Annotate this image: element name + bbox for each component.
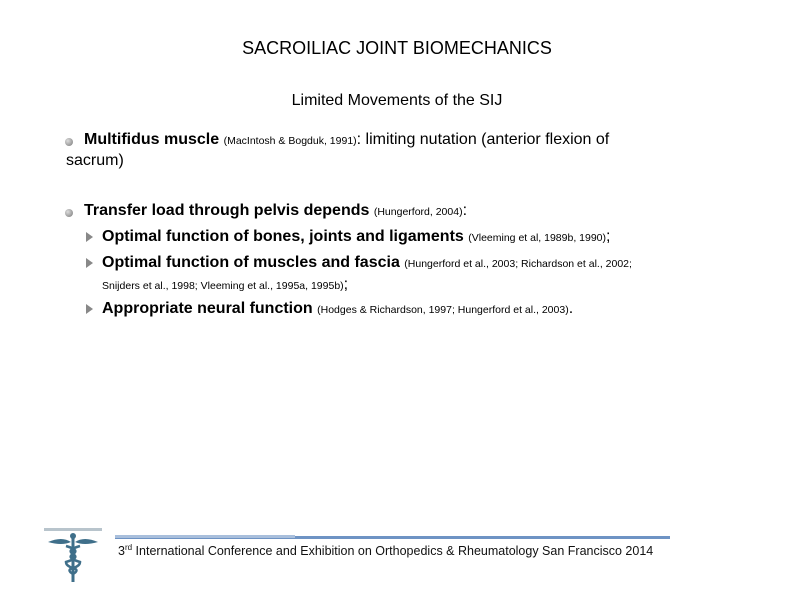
bullet-text: : xyxy=(462,202,468,219)
footer-divider-accent xyxy=(115,535,295,538)
sub-bullet-neural xyxy=(102,298,573,321)
citation: (Vleeming et al, 1989b, 1990) xyxy=(468,232,607,244)
citation: (MacIntosh & Bogduk, 1991) xyxy=(223,135,357,147)
sub-bullet-bones xyxy=(102,226,610,249)
bullet-bold: Multifidus muscle xyxy=(84,131,220,148)
footer-ordinal-suffix: rd xyxy=(124,543,133,552)
slide-title: SACROILIAC JOINT BIOMECHANICS xyxy=(242,38,552,58)
bullet-text: . xyxy=(568,300,574,317)
citation: (Hodges & Richardson, 1997; Hungerford et al., 2003) xyxy=(317,304,569,316)
bullet-text: : limiting nutation (anterior flexion of xyxy=(356,131,610,148)
bullet-bold: Appropriate neural function xyxy=(102,300,313,317)
bullet-bold: Transfer load through pelvis depends xyxy=(84,202,370,219)
bullet-transfer-load xyxy=(84,200,467,223)
bullet-icon xyxy=(65,209,73,217)
citation: Snijders et al., 1998; Vleeming et al., 1995a, 1995b) xyxy=(102,280,344,292)
bullet-text: ; xyxy=(343,276,349,293)
bullet-icon xyxy=(65,138,73,146)
bullet-bold: Optimal function of bones, joints and ligaments xyxy=(102,228,464,245)
arrow-bullet-icon xyxy=(86,304,93,314)
citation: (Hungerford et al., 2003; Richardson et al., 2002; xyxy=(404,258,632,270)
citation: (Hungerford, 2004) xyxy=(373,206,463,218)
arrow-bullet-icon xyxy=(86,232,93,242)
bullet-text: ; xyxy=(606,228,611,245)
slide-subtitle: Limited Movements of the SIJ xyxy=(291,92,503,109)
arrow-bullet-icon xyxy=(86,258,93,268)
footer-conference xyxy=(118,543,653,558)
sub-bullet-muscles-cont xyxy=(102,274,348,297)
bullet-bold: Optimal function of muscles and fascia xyxy=(102,254,400,271)
sub-bullet-muscles xyxy=(102,252,632,275)
caduceus-logo-icon xyxy=(40,526,106,584)
footer-text: International Conference and Exhibition on Orthopedics & Rheumatology San Francisco 2014 xyxy=(132,544,654,559)
footer-ordinal: 3 xyxy=(118,544,125,559)
bullet-multifidus xyxy=(84,129,724,152)
bullet-continuation: sacrum) xyxy=(66,152,124,169)
